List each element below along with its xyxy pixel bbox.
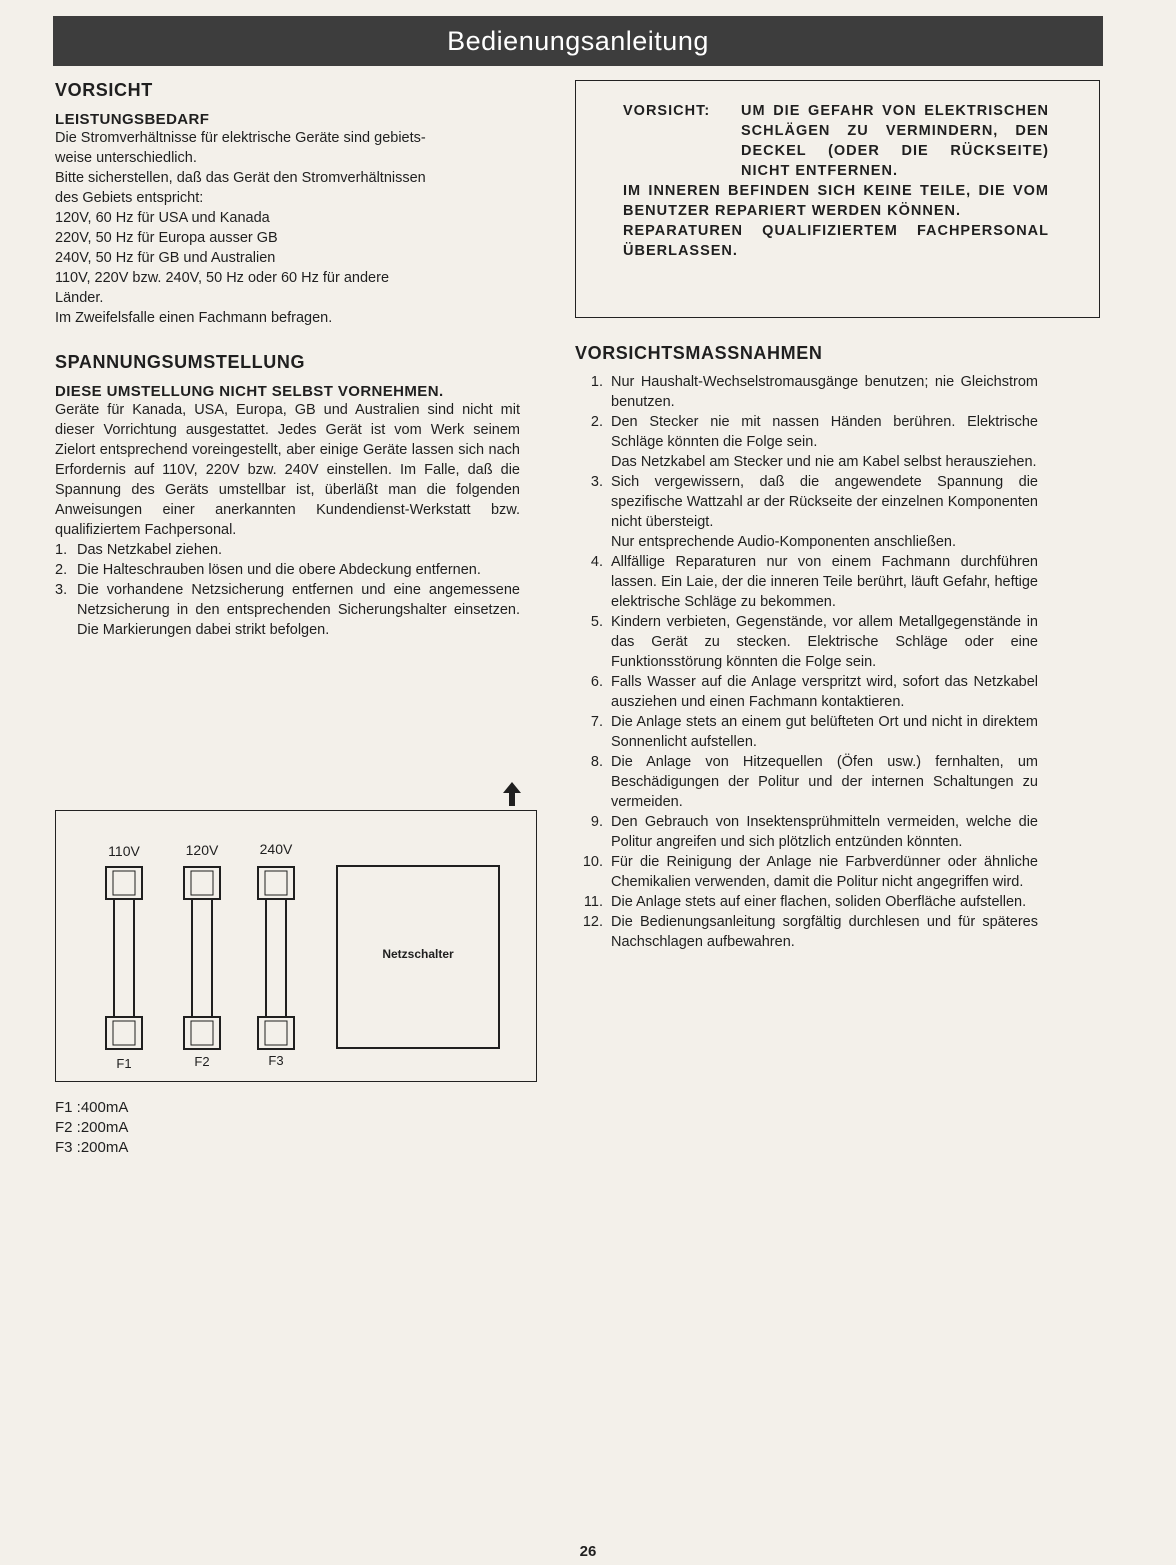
list-item xyxy=(575,612,1038,672)
fuse-holder-f1 xyxy=(106,867,142,1049)
leistung-line: 240V, 50 Hz für GB und Australien xyxy=(55,250,276,266)
list-item xyxy=(575,752,1038,812)
precaution-text: Sich vergewissern, daß die angewendete Spannung die spezifische Wattzahl ar der Rückseite der einzelnen Komponenten nicht übersteigt. xyxy=(611,474,1038,530)
step-text: Das Netzkabel ziehen. xyxy=(77,542,223,558)
right-column xyxy=(575,80,1100,952)
fuse-holder-f2 xyxy=(184,867,220,1049)
left-column xyxy=(55,80,520,640)
list-item xyxy=(55,560,520,580)
precaution-number: 11. xyxy=(583,894,603,910)
fuse-rating: F3 :200mA xyxy=(55,1139,129,1156)
warning-text: REPARATUREN QUALIFIZIERTEM FACHPERSONAL ÜBERLASSEN. xyxy=(623,223,1049,259)
leistung-line: 110V, 220V bzw. 240V, 50 Hz oder 60 Hz für andere xyxy=(55,270,390,286)
precaution-text: Die Bedienungsanleitung sorgfältig durchlesen und für späteres Nachschlagen aufbewahren. xyxy=(611,914,1038,950)
precaution-text: Den Gebrauch von Insektensprühmitteln vermeiden, welche die Politur angreifen und sich plötzlich entzünden könnten. xyxy=(611,814,1038,850)
warning-text: IM INNEREN BEFINDEN SICH KEINE TEILE, DIE VOM BENUTZER REPARIERT WERDEN KÖNNEN. xyxy=(623,183,1049,219)
voltage-label-110: 110V xyxy=(108,843,140,859)
up-arrow-icon xyxy=(503,782,521,806)
precaution-number: 3. xyxy=(590,474,603,490)
fuse-diagram-svg xyxy=(56,811,535,1080)
list-item xyxy=(575,892,1038,912)
precautions-list xyxy=(575,372,1038,952)
precaution-number: 10. xyxy=(582,854,603,870)
list-item xyxy=(575,552,1038,612)
precaution-text: Kindern verbieten, Gegenstände, vor allem Metallgegenstände in das Gerät zu stecken. Elektrische Schläge oder eine Funktionsstörung könnten die Folge sein. xyxy=(611,614,1038,670)
leistung-heading: LEISTUNGSBEDARF xyxy=(55,111,210,128)
list-item xyxy=(575,852,1038,892)
precaution-text: Die Anlage stets an einem gut belüfteten Ort und nicht in direktem Sonnenlicht aufstellen. xyxy=(611,714,1038,750)
list-item xyxy=(575,912,1038,952)
precaution-number: 1. xyxy=(590,374,603,390)
list-item xyxy=(575,712,1038,752)
page-title: Bedienungsanleitung xyxy=(447,26,709,56)
precaution-number: 4. xyxy=(590,554,603,570)
leistung-line: Bitte sicherstellen, daß das Gerät den Stromverhältnissen xyxy=(55,170,426,186)
step-number: 3. xyxy=(55,582,68,598)
fuse-label-f2: F2 xyxy=(194,1054,210,1069)
precaution-extra: Das Netzkabel am Stecker und nie am Kabel selbst herausziehen. xyxy=(611,454,1037,470)
step-number: 2. xyxy=(55,562,68,578)
warning-label: VORSICHT: xyxy=(623,103,711,119)
list-item xyxy=(575,372,1038,412)
step-text: Die vorhandene Netzsicherung entfernen und eine angemessene Netzsicherung in den entsprechenden Sicherungshalter einsetzen. Die Markierungen dabei strikt befolgen. xyxy=(77,582,520,638)
leistung-line: Die Stromverhältnisse für elektrische Geräte sind gebiets- xyxy=(55,130,426,146)
precaution-number: 7. xyxy=(590,714,603,730)
step-text: Die Halteschrauben lösen und die obere Abdeckung entfernen. xyxy=(77,562,481,578)
precaution-number: 12. xyxy=(582,914,603,930)
fuse-ratings xyxy=(55,1098,128,1158)
spannung-steps xyxy=(55,540,520,640)
precaution-number: 8. xyxy=(590,754,603,770)
fuse-diagram xyxy=(55,810,537,1082)
spannung-heading: SPANNUNGSUMSTELLUNG xyxy=(55,352,306,372)
precaution-number: 9. xyxy=(590,814,603,830)
voltage-label-240: 240V xyxy=(259,841,293,857)
precaution-text: Die Anlage von Hitzequellen (Öfen usw.) fernhalten, um Beschädigungen der Politur und der internen Schaltungen zu vermeiden. xyxy=(611,754,1038,810)
precaution-text: Nur Haushalt-Wechselstromausgänge benutzen; nie Gleichstrom benutzen. xyxy=(611,374,1038,410)
list-item xyxy=(575,812,1038,852)
precaution-text: Die Anlage stets auf einer flachen, soliden Oberfläche aufstellen. xyxy=(611,894,1027,910)
header-bar xyxy=(53,16,1103,66)
leistung-line: des Gebiets entspricht: xyxy=(55,190,204,206)
precautions-heading: VORSICHTSMASSNAHMEN xyxy=(575,343,823,363)
leistung-line: weise unterschiedlich. xyxy=(55,150,197,166)
leistung-line: 220V, 50 Hz für Europa ausser GB xyxy=(55,230,278,246)
fuse-label-f1: F1 xyxy=(116,1056,132,1071)
fuse-label-f3: F3 xyxy=(268,1053,284,1068)
page-number: 26 xyxy=(579,1543,597,1560)
leistung-line: Länder. xyxy=(55,290,104,306)
leistung-line: 120V, 60 Hz für USA und Kanada xyxy=(55,210,270,226)
power-switch-label: Netzschalter xyxy=(382,947,454,961)
step-number: 1. xyxy=(55,542,68,558)
fuse-rating: F2 :200mA xyxy=(55,1119,129,1136)
spannung-subheading: DIESE UMSTELLUNG NICHT SELBST VORNEHMEN. xyxy=(55,383,444,400)
precaution-text: Allfällige Reparaturen nur von einem Fachmann durchführen lassen. Ein Laie, der die inneren Teile berührt, läuft Gefahr, heftige elektrische Schläge zu bekommen. xyxy=(611,554,1038,610)
list-item xyxy=(55,580,520,640)
precaution-extra: Nur entsprechende Audio-Komponenten anschließen. xyxy=(611,534,957,550)
leistung-text xyxy=(55,128,520,328)
spannung-text: Geräte für Kanada, USA, Europa, GB und Australien sind nicht mit dieser Vorrichtung ausgestattet. Jedes Gerät ist vom Werk seinem Zielort entsprechend voreingestellt, aber einige Geräte lassen sich nach Erfordernis auf 110V, 220V bzw. 240V einstellen. Im Falle, daß die Spannung des Geräts umstellbar ist, überläßt man die folgenden Anweisungen einer anerkannten Kundendienst-Werkstatt bzw. qualifiziertem Fachpersonal. xyxy=(55,402,520,538)
list-item xyxy=(575,472,1038,552)
fuse-rating: F1 :400mA xyxy=(55,1099,129,1116)
warning-box xyxy=(575,80,1100,318)
precaution-number: 2. xyxy=(590,414,603,430)
precaution-text: Für die Reinigung der Anlage nie Farbverdünner oder ähnliche Chemikalien verwenden, damit die Politur nicht angegriffen wird. xyxy=(611,854,1038,890)
vorsicht-heading: VORSICHT xyxy=(55,80,153,100)
precaution-text: Den Stecker nie mit nassen Händen berühren. Elektrische Schläge könnten die Folge sein. xyxy=(611,414,1038,450)
warning-text: UM DIE GEFAHR VON ELEKTRISCHEN SCHLÄGEN ZU VERMINDERN, DEN DECKEL (ODER DIE RÜCKSEITE) NICHT ENTFERNEN. xyxy=(741,103,1049,179)
list-item xyxy=(575,672,1038,712)
precaution-number: 6. xyxy=(590,674,603,690)
list-item xyxy=(575,412,1038,472)
list-item xyxy=(55,540,520,560)
voltage-label-120: 120V xyxy=(185,842,219,858)
precaution-number: 5. xyxy=(590,614,603,630)
precaution-text: Falls Wasser auf die Anlage verspritzt wird, sofort das Netzkabel ausziehen und einen Fachmann kontaktieren. xyxy=(611,674,1038,710)
leistung-line: Im Zweifelsfalle einen Fachmann befragen. xyxy=(55,310,333,326)
fuse-holder-f3 xyxy=(258,867,294,1049)
